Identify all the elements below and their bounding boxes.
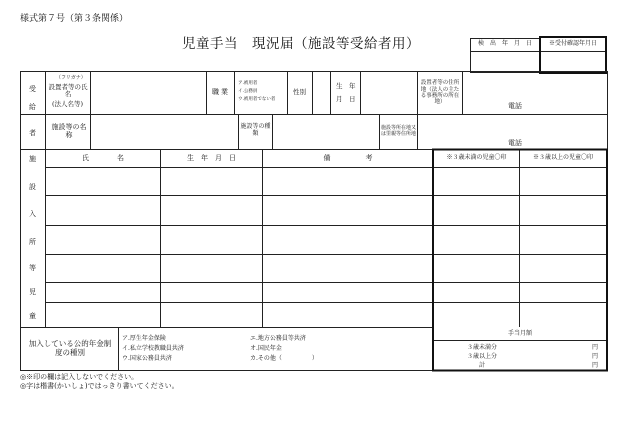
birth-label-2: 月 日 xyxy=(336,95,356,103)
occupation-option-a[interactable]: ア.被用者 xyxy=(238,81,258,86)
occupation-option-b[interactable]: イ.公務員 xyxy=(238,89,258,94)
col-under3-header: ※３歳未満の児童〇印 xyxy=(446,154,507,162)
recipient-label-1: 受 xyxy=(29,85,36,93)
operator-name-label: 設置者等の氏名 xyxy=(48,82,88,98)
residents-label-5: 等 xyxy=(29,264,36,272)
recipient-label-3: 者 xyxy=(29,129,36,137)
note-2: ◎字は楷書(かいしょ)ではっきり書いてください。 xyxy=(20,382,179,390)
residents-label-7: 童 xyxy=(29,312,36,320)
table-row[interactable] xyxy=(46,255,606,282)
facility-name-label: 施設等の名称 xyxy=(51,122,87,139)
form-number: 様式第７号（第３条関係） xyxy=(20,14,129,24)
facility-name-field[interactable] xyxy=(91,115,238,149)
allowance-under3-label: ３歳未満分 xyxy=(467,344,498,351)
pension-option-e[interactable]: エ.地方公務員等共済 xyxy=(250,335,306,342)
operator-name-field[interactable] xyxy=(91,72,206,114)
pension-option-a[interactable]: ア.厚生年金保険 xyxy=(122,335,166,342)
facility-location-label: 施設等所在地又は里親等住所地 xyxy=(381,125,417,137)
occupation-label: 職業 xyxy=(212,88,230,96)
allowance-title: 手当月額 xyxy=(507,330,532,338)
col-over3-header: ※３歳以上の児童〇印 xyxy=(532,154,593,162)
table-row[interactable] xyxy=(46,303,606,327)
allowance-under3-unit: 円 xyxy=(592,344,599,351)
residents-label-6: 児 xyxy=(29,288,36,296)
furigana-label: （フリガナ） xyxy=(56,75,86,81)
facility-type-field[interactable] xyxy=(273,115,379,149)
col-remarks-header: 備 考 xyxy=(323,154,373,163)
facility-type-label: 施設等の種類 xyxy=(240,123,271,137)
table-row[interactable] xyxy=(46,226,606,254)
table-row[interactable] xyxy=(46,168,606,195)
gender-field[interactable] xyxy=(313,72,330,114)
note-1: ◎※印の欄は記入しないでください。 xyxy=(20,373,139,381)
pension-option-ka[interactable]: カ.その他（ ） xyxy=(250,355,318,362)
confirmed-date-label: ※受付確認年月日 xyxy=(541,38,605,52)
allowance-over3-label: ３歳以上分 xyxy=(467,353,498,360)
pension-label: 加入している公的年金制度の種別 xyxy=(28,339,112,357)
occupation-option-c[interactable]: ウ.被用者でない者 xyxy=(238,97,276,102)
pension-option-i[interactable]: イ.私立学校教職員共済 xyxy=(122,345,184,352)
gender-label: 性別 xyxy=(293,88,306,96)
table-row[interactable] xyxy=(46,196,606,225)
residents-label-2: 設 xyxy=(29,183,36,191)
table-row[interactable] xyxy=(46,283,606,302)
allowance-total-unit: 円 xyxy=(592,362,599,369)
received-date-label: 検 出 年 月 日 xyxy=(470,38,540,52)
address-label: 設置者等の住所地（法人の主たる事務所の所在地） xyxy=(420,80,460,106)
birth-field[interactable] xyxy=(361,72,417,114)
phone-label: 電話 xyxy=(508,102,522,110)
col-name-header: 氏 名 xyxy=(82,154,124,163)
residents-label-4: 所 xyxy=(29,238,36,246)
birth-label: 生 年 xyxy=(336,82,356,90)
facility-phone-label: 電話 xyxy=(508,139,522,147)
pension-option-u[interactable]: ウ.国家公務員共済 xyxy=(122,355,172,362)
col-birth-header: 生 年 月 日 xyxy=(187,154,236,163)
pension-option-o[interactable]: オ.国民年金 xyxy=(250,345,282,352)
corporate-name-label: (法人名等) xyxy=(52,100,84,108)
address-field[interactable] xyxy=(463,72,607,114)
allowance-total-label: 計 xyxy=(479,362,486,369)
allowance-over3-unit: 円 xyxy=(592,353,599,360)
page-title: 児童手当 現況届（施設等受給者用） xyxy=(182,36,420,52)
residents-label-1: 施 xyxy=(29,155,36,163)
recipient-label-2: 給 xyxy=(29,103,36,111)
residents-label-3: 入 xyxy=(29,210,36,218)
